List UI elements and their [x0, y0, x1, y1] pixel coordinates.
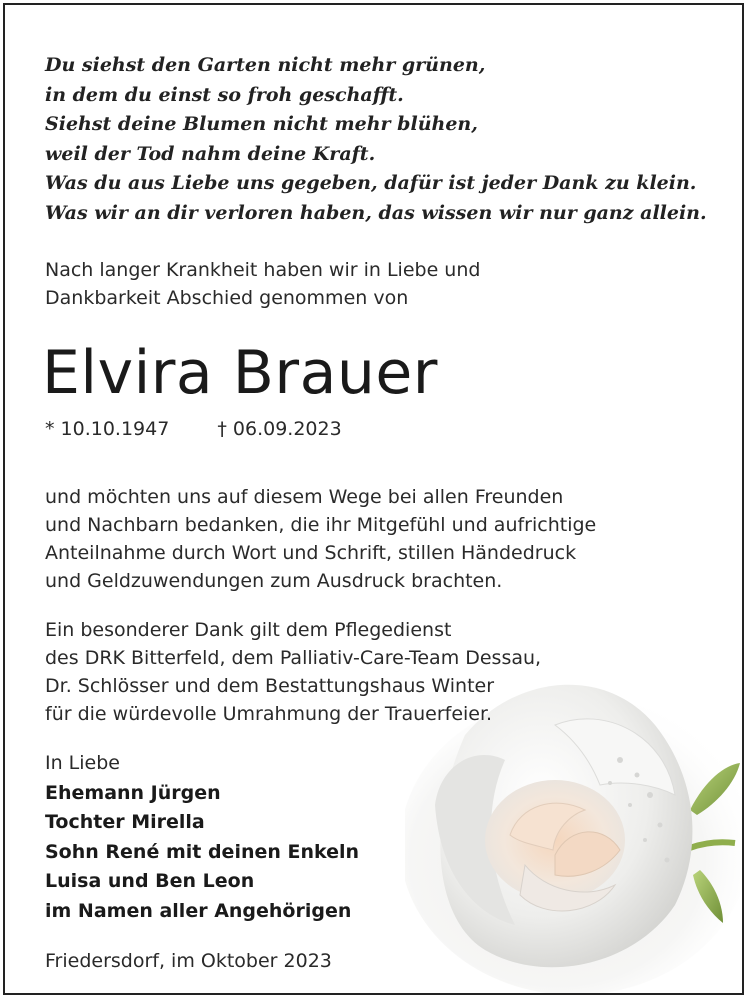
mourner-name: Ehemann Jürgen — [45, 781, 221, 804]
special-thanks-text — [45, 616, 541, 728]
signers-lead: In Liebe — [45, 752, 120, 774]
birth-date: * 10.10.1947 — [45, 418, 170, 440]
poem-line: weil der Tod nahm deine Kraft. — [45, 142, 376, 165]
poem-line: Was wir an dir verloren haben, das wissen wir nur ganz allein. — [45, 201, 707, 224]
thanks-line: und Geldzuwendungen zum Ausdruck brachten. — [45, 570, 503, 592]
special-thanks-line: Ein besonderer Dank gilt dem Pflegedienst — [45, 619, 452, 641]
mourner-name: Tochter Mirella — [45, 811, 205, 833]
poem-line: Siehst deine Blumen nicht mehr blühen, — [45, 113, 478, 135]
thanks-text — [45, 483, 596, 595]
mourners-list — [45, 749, 359, 926]
intro-line: Dankbarkeit Abschied genommen von — [45, 287, 409, 309]
mourner-name: im Namen aller Angehörigen — [45, 899, 352, 922]
life-dates — [45, 418, 342, 440]
memorial-poem — [45, 51, 707, 228]
intro-line: Nach langer Krankheit haben wir in Liebe und — [45, 259, 481, 281]
special-thanks-line: für die würdevolle Umrahmung der Trauerfeier. — [45, 703, 493, 725]
special-thanks-line: des DRK Bitterfeld, dem Palliativ-Care-Team Dessau, — [45, 647, 542, 669]
mourner-name: Sohn René mit deinen Enkeln — [45, 840, 360, 863]
obituary-notice — [3, 3, 744, 995]
place-and-date: Friedersdorf, im Oktober 2023 — [45, 950, 332, 972]
poem-line: Du siehst den Garten nicht mehr grünen, — [45, 54, 486, 76]
thanks-line: und möchten uns auf diesem Wege bei allen Freunden — [45, 486, 564, 508]
mourner-name: Luisa und Ben Leon — [45, 870, 255, 892]
poem-line: Was du aus Liebe uns gegeben, dafür ist jeder Dank zu klein. — [45, 172, 697, 194]
poem-line: in dem du einst so froh geschafft. — [45, 83, 404, 106]
intro-text — [45, 256, 480, 312]
thanks-line: Anteilnahme durch Wort und Schrift, stillen Händedruck — [45, 542, 577, 564]
thanks-line: und Nachbarn bedanken, die ihr Mitgefühl und aufrichtige — [45, 514, 597, 536]
deceased-name: Elvira Brauer — [42, 338, 438, 408]
special-thanks-line: Dr. Schlösser und dem Bestattungshaus Winter — [45, 675, 495, 697]
death-date: † 06.09.2023 — [217, 418, 342, 440]
